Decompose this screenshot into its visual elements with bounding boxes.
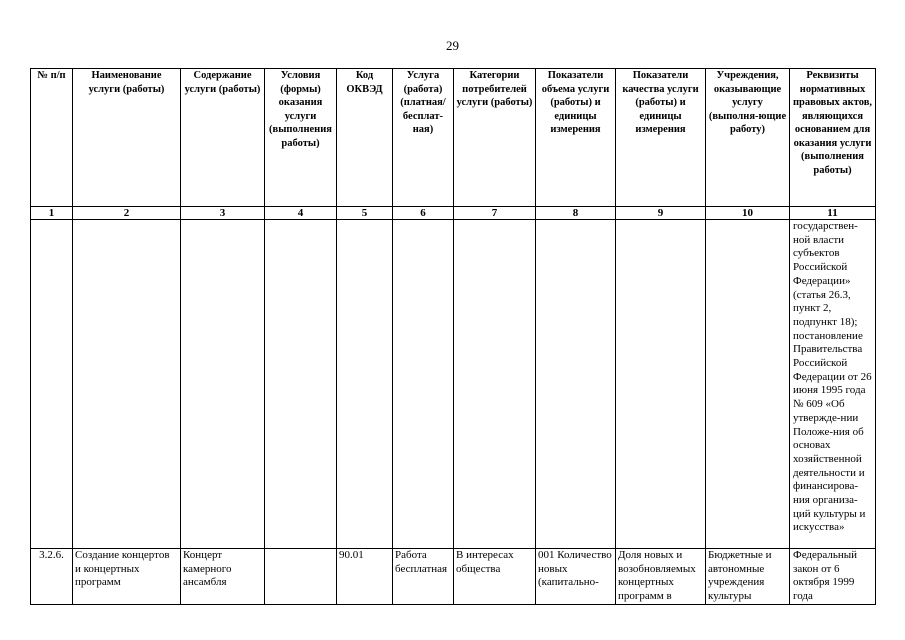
empty-cell	[265, 220, 337, 549]
empty-cell	[337, 220, 393, 549]
institutions: Бюджетные и автономные учреждения культуры	[706, 549, 790, 605]
column-number: 2	[73, 207, 181, 220]
empty-cell	[393, 220, 454, 549]
page-number: 29	[446, 38, 459, 53]
empty-cell	[31, 220, 73, 549]
services-table	[30, 68, 876, 605]
empty-cell	[73, 220, 181, 549]
column-number: 9	[616, 207, 706, 220]
service-content: Концерт камерного ансамбля	[181, 549, 265, 605]
column-number: 4	[265, 207, 337, 220]
paid-free: Работа бесплатная	[393, 549, 454, 605]
empty-cell	[706, 220, 790, 549]
empty-cell	[616, 220, 706, 549]
row-number: 3.2.6.	[31, 549, 73, 605]
service-name: Создание концертов и концертных программ	[73, 549, 181, 605]
column-number: 8	[536, 207, 616, 220]
column-number: 1	[31, 207, 73, 220]
header-cell-okved: Код ОКВЭД	[337, 69, 393, 207]
header-cell-service-name: Наименование услуги (работы)	[73, 69, 181, 207]
header-cell-consumers: Категории потребителей услуги (работы)	[454, 69, 536, 207]
header-cell-legal-requisites: Реквизиты нормативных правовых актов, являющихся основанием для оказания услуги (выполнения работы)	[790, 69, 876, 207]
table-header-row	[31, 69, 876, 207]
consumer-category: В интересах общества	[454, 549, 536, 605]
table-row-continuation	[31, 220, 876, 549]
column-number: 5	[337, 207, 393, 220]
column-number: 6	[393, 207, 454, 220]
header-cell-conditions: Условия (формы) оказания услуги (выполнения работы)	[265, 69, 337, 207]
legal-requisites: Федеральный закон от 6 октября 1999 года	[790, 549, 876, 605]
quality-indicator: Доля новых и возобновляемых концертных программ в	[616, 549, 706, 605]
header-cell-volume-indicators: Показатели объема услуги (работы) и единицы измерения	[536, 69, 616, 207]
column-number: 7	[454, 207, 536, 220]
header-cell-service-content: Содержание услуги (работы)	[181, 69, 265, 207]
column-number-row	[31, 207, 876, 220]
volume-indicator: 001 Количество новых (капитально-	[536, 549, 616, 605]
header-cell-quality-indicators: Показатели качества услуги (работы) и единицы измерения	[616, 69, 706, 207]
table-row-3-2-6	[31, 549, 876, 605]
empty-cell	[181, 220, 265, 549]
column-number: 10	[706, 207, 790, 220]
column-number: 3	[181, 207, 265, 220]
header-cell-num: № п/п	[31, 69, 73, 207]
header-cell-institutions: Учреждения, оказывающие услугу (выполня-ющие работу)	[706, 69, 790, 207]
empty-cell	[454, 220, 536, 549]
column-number: 11	[790, 207, 876, 220]
header-cell-paid-free: Услуга (работа) (платная/ бесплат-ная)	[393, 69, 454, 207]
service-conditions	[265, 549, 337, 605]
legal-requisites-continuation: государствен-ной власти субъектов Российской Федерации» (статья 26.3, пункт 2, подпункт 18); постановление Правительства Российской Федерации от 26 июня 1995 года № 609 «Об утвержде-нии Положе-ния об основах хозяйственной деятельности и финансирова-ния организа-ций культуры и искусства»	[790, 220, 876, 549]
okved-code: 90.01	[337, 549, 393, 605]
empty-cell	[536, 220, 616, 549]
